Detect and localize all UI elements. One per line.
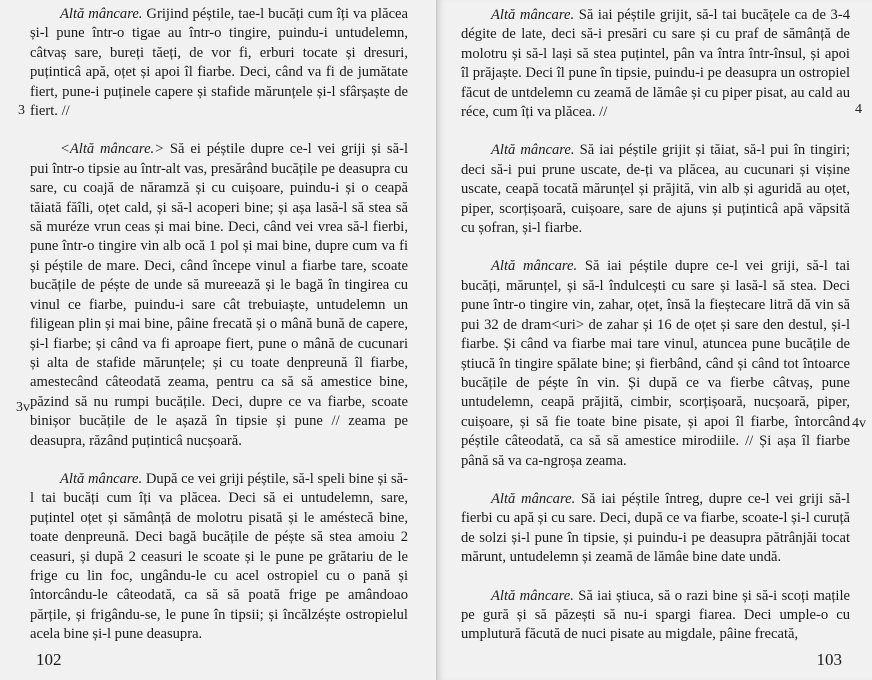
recipe-text: Grijind péștile, tae-l bucăți cum îți va plăcea și-l pune într-o tigae au într-o tingire, puindu-i untudelemn, câtvaș sare, bureți tăeți, de vor fi, erburi tocate și dresuri, puținticâ apă, oțet și apoi îl fiarbe. Deci, când va fi de jumătate fiert, pune-i puținele capere și stafide mărunțele și-l sfârșaște de fiert. // xyxy=(30,6,409,120)
recipe-heading: Altă mâncare. xyxy=(60,6,143,22)
folio-margin-note: 4v xyxy=(852,416,866,431)
folio-margin-note: 4 xyxy=(855,102,862,117)
recipe-paragraph xyxy=(461,141,850,238)
right-page xyxy=(436,0,872,680)
recipe-paragraph xyxy=(30,470,408,645)
recipe-heading: Altă mâncare. xyxy=(491,258,578,275)
page-number: 103 xyxy=(816,650,842,669)
recipe-paragraph xyxy=(461,6,850,122)
recipe-heading: Altă mâncare. xyxy=(491,142,575,159)
recipe-text: Să ei péștile dupre ce-l vei griji și să-l pui într-o tipsie au într-alt vas, presărând bucățile pe deasupra cu sare, cu coajă de năramză și cu cuișoare, puindu-i și o ceapă tăiată făîli, oțet cald, și să-l acoperi bine; și așa lasă-l să stea să să muréze vrun ceas și mai bine. Deci, când vei vrea să-l fierbi, pune într-o tingire vin alb ocă 1 pol și mai bine, dupre cum va fi și péștile de mare. Deci, când începe vinul a fiarbe tare, scoate bucățile de péște de unde să mureează și le bagă în tingirea cu vinul ce fiarbe, puindu-i sare cât trebuiaște, untudelemn un filigean plin și mai bine, pâine frecată și o mână bună de capere, și-l fiarbe; și când va fi aproape fiert, pune o mână de cucunari și alta de stafide mărunțele; și cu toate denpreună îl fiarbe, amestecând câteodată zeama, pentru ca să să amestice bine, păzind să nu rumpi bucățile. Deci, dupre ce va fiarbe, scoate binișor bucățile de le așază în tipsie și pune // zeama pe deasupra, răzând puținticâ nucșoară. xyxy=(30,141,408,449)
recipe-heading: Altă mâncare. xyxy=(491,490,576,507)
folio-margin-note: 3v xyxy=(16,400,30,415)
recipe-paragraph xyxy=(461,257,850,470)
recipe-text: Să iai péștile grijit și tăiat, să-l pui în tingiri; deci să-i pui prune uscate, de-ți va plăcea, au cucunari și vișine uscate, ceapă tocată mărunțel și prăjită, vin alb și aguridă au oțet, piper, scorțișoară, cuișoare, sare de ajuns și puținticâ apă văpsită cu șofran, și-l fiarbe. xyxy=(461,142,851,237)
recipe-heading: Altă mâncare. xyxy=(491,587,574,604)
recipe-paragraph xyxy=(30,140,408,451)
recipe-paragraph xyxy=(461,587,850,645)
recipe-heading: Altă mâncare. xyxy=(60,470,143,487)
recipe-text: Să iai péștile întreg, dupre ce-l vei griji să-l fierbi cu apă și cu sare. Deci, după ce va fiarbe, scoate-l și-l curuță de solzi și-l pune în tipsie, și puindu-i pe deasupra pătrânjăi tocat mărunt, untudelemn și zeamă de lămâe bine date undă. xyxy=(461,490,850,566)
recipe-heading: <Altă mâncare.> xyxy=(60,141,165,158)
recipe-paragraph xyxy=(30,5,408,121)
recipe-paragraph xyxy=(461,490,850,568)
recipe-text: Să iai péștile dupre ce-l vei griji, să-l tai bucăți, mărunțel, și să-l îndulcești cu sare și lasă-l să stea. Deci pune într-o tingire vin, zahar, oțet, însă la fieștecare litră dă vin să pui 32 de dram<uri> de zahar și 16 de oțet și sare den destul, și-l fiarbe. Și când va fiarbe mai tare vinul, atuncea pune bucățile de știucă în tingire spălate bine; și fierbând, când și când tot întoarce bucățile de péște în vin. Și după ce va fierbe câtvaș, pune untudelemn, ceapă prăjită, cimbir, scorțișoară, nucșoară, piper, cuișoare, și să fie toate bine pisate, și apoi îl fiarbe, întorcând péștile câteodată, ca să să amestice mirodiile. // Și așa îl fiarbe până să va ca-ngroșa zeama. xyxy=(461,258,851,469)
recipe-text: După ce vei griji péștile, să-l speli bine și să-l tai bucăți cum îți va plăcea. Deci să ei untudelemn, sare, puțintel oțet și sămânță de molotru pisată și le améstecă bine, toate denpreună. Deci bagă bucățile de péște să stea amoiu 2 ceasuri, și după 2 ceasuri le scoate și le pune pe grătariu de le frige cu lin foc, ungându-le cu acel ostropiel cu o pană și întorcându-le câteodată, ca să să poată frige pe amândoao părțile, și frigându-se, le pune în tipsii; și încălzéște ostropielul acela bine și-l pune deasupra. xyxy=(30,470,409,643)
page-number: 102 xyxy=(36,650,62,669)
folio-margin-note: 3 xyxy=(18,103,25,118)
recipe-text: Să iai știuca, să o razi bine și să-i scoți mațile pe gură și să păzești să nu-i spargi fiarea. Deci umple-o cu umplutură făcută de nuci pisate au migdale, pâine frecată, xyxy=(461,587,850,643)
recipe-heading: Altă mâncare. xyxy=(491,7,575,23)
recipe-text: Să iai péștile grijit, să-l tai bucățele ca de 3-4 dégite de late, deci să-i presări cu sare și cu praf de sămânță de molotru și să-l lași să stea puțintel, pân va întra într-însul, și apoi îl prăjaște. Deci îl pune în tipsie, puindu-i pe deasupra un ostropiel făcut de untdelemn cu zeamă de lămâe și cu piper pisat, au cald au réce, cum îți va plăcea. // xyxy=(461,7,850,121)
